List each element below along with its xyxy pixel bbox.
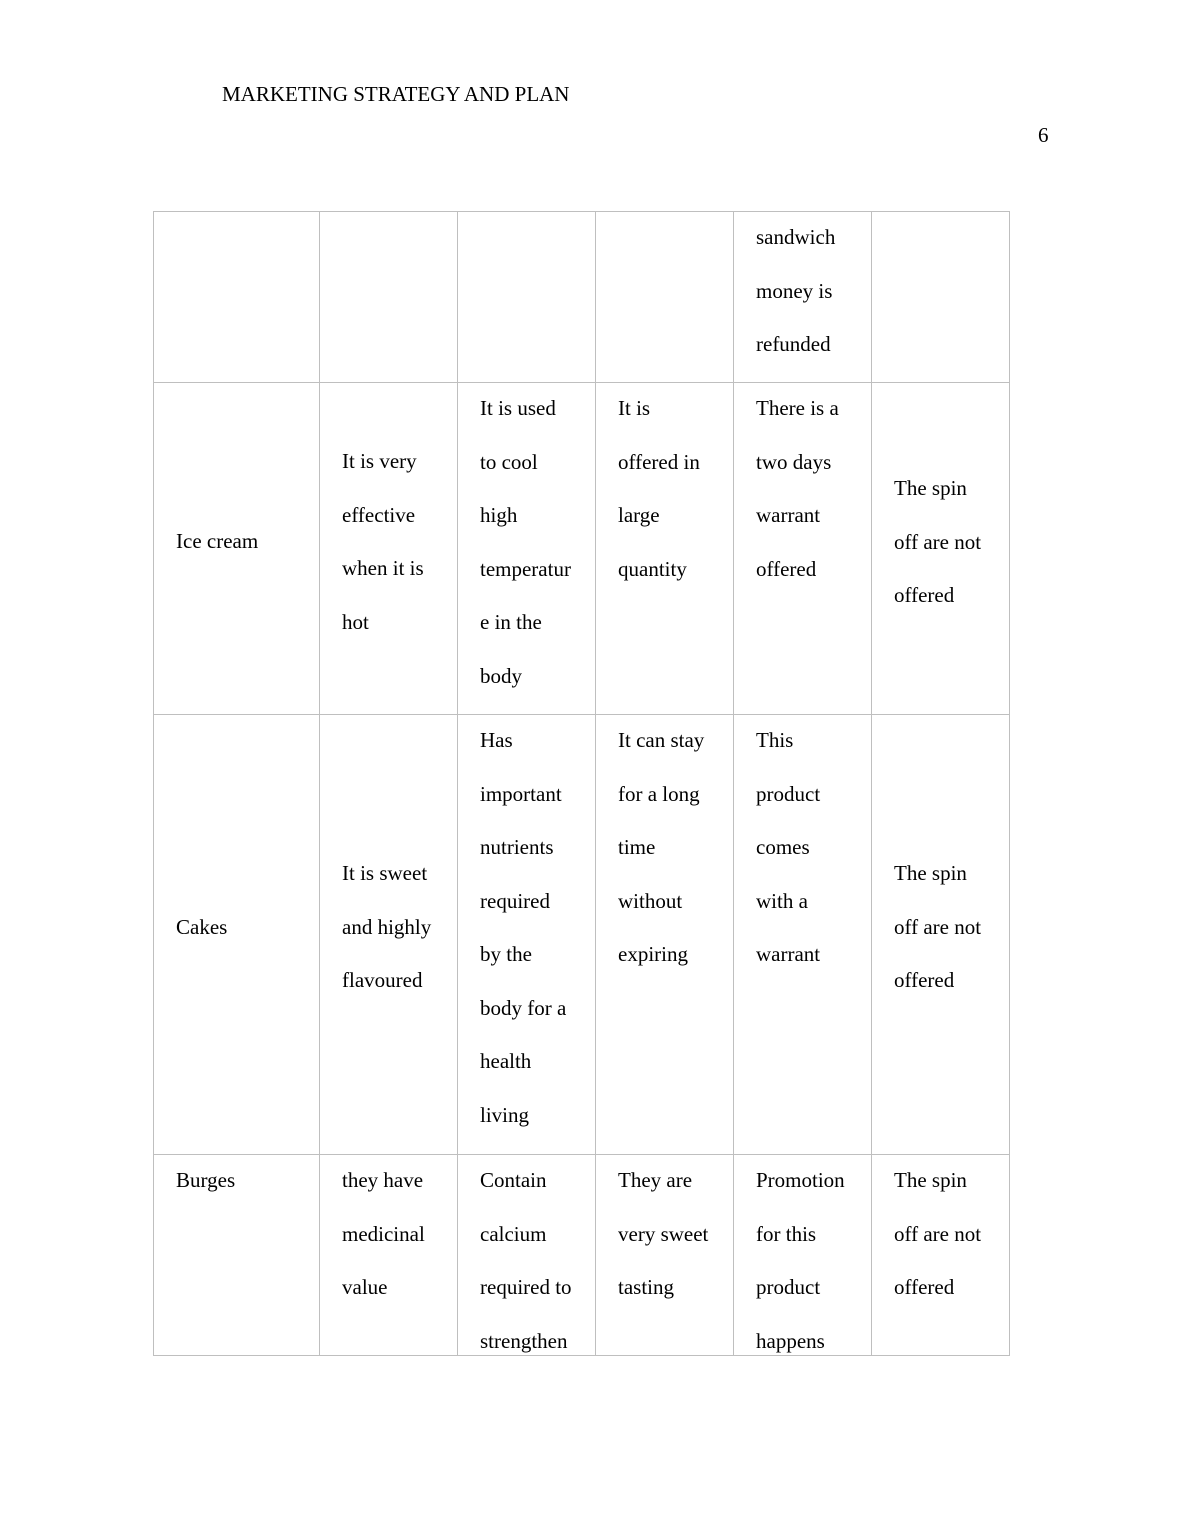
cell-text: It is offered in large quantity bbox=[618, 396, 700, 581]
table-cell bbox=[872, 383, 1010, 715]
cell-text: It is very effective when it is hot bbox=[342, 449, 424, 634]
cell-text: sandwich money is refunded bbox=[756, 225, 836, 356]
table-cell bbox=[872, 1155, 1010, 1356]
table-cell bbox=[734, 1155, 872, 1356]
table-cell bbox=[872, 715, 1010, 1155]
cell-text: Has important nutrients required by the body for a health living bbox=[480, 728, 567, 1127]
table-cell bbox=[596, 1155, 734, 1356]
table-cell bbox=[320, 383, 458, 715]
table-cell bbox=[320, 1155, 458, 1356]
table-cell bbox=[596, 383, 734, 715]
cell-text: Contain calcium required to strengthen bbox=[480, 1168, 572, 1353]
table-cell bbox=[154, 383, 320, 715]
table-cell bbox=[320, 212, 458, 383]
table-cell bbox=[734, 383, 872, 715]
table-cell bbox=[596, 715, 734, 1155]
cell-text: There is a two days warrant offered bbox=[756, 396, 839, 581]
table-cell bbox=[596, 212, 734, 383]
running-header: MARKETING STRATEGY AND PLAN bbox=[222, 82, 570, 106]
table-cell bbox=[734, 715, 872, 1155]
cell-text: Promotion for this product happens bbox=[756, 1168, 845, 1353]
table-cell bbox=[320, 715, 458, 1155]
table-row bbox=[154, 715, 1010, 1155]
cell-text: The spin off are not offered bbox=[894, 476, 982, 607]
table-row bbox=[154, 212, 1010, 383]
cell-text: This product comes with a warrant bbox=[756, 728, 821, 966]
table-cell bbox=[458, 715, 596, 1155]
cell-text: they have medicinal value bbox=[342, 1168, 425, 1299]
table-row bbox=[154, 383, 1010, 715]
product-table bbox=[153, 211, 1010, 1356]
table-cell bbox=[458, 383, 596, 715]
cell-text: The spin off are not offered bbox=[894, 861, 982, 992]
cell-text: It can stay for a long time without expiring bbox=[618, 728, 705, 966]
cell-text: The spin off are not offered bbox=[894, 1168, 982, 1299]
cell-text: It is sweet and highly flavoured bbox=[342, 861, 432, 992]
cell-text: They are very sweet tasting bbox=[618, 1168, 709, 1299]
table-row bbox=[154, 1155, 1010, 1356]
table-cell bbox=[458, 1155, 596, 1356]
cell-text: Ice cream bbox=[176, 529, 259, 553]
table-cell bbox=[154, 212, 320, 383]
cell-text: It is used to cool high temperatur e in the body bbox=[480, 396, 571, 688]
cell-text: Burges bbox=[176, 1168, 236, 1192]
table-cell bbox=[154, 715, 320, 1155]
cell-text: Cakes bbox=[176, 915, 228, 939]
table-cell bbox=[872, 212, 1010, 383]
table-cell bbox=[154, 1155, 320, 1356]
page-number: 6 bbox=[1038, 123, 1049, 147]
table-cell bbox=[734, 212, 872, 383]
table-cell bbox=[458, 212, 596, 383]
